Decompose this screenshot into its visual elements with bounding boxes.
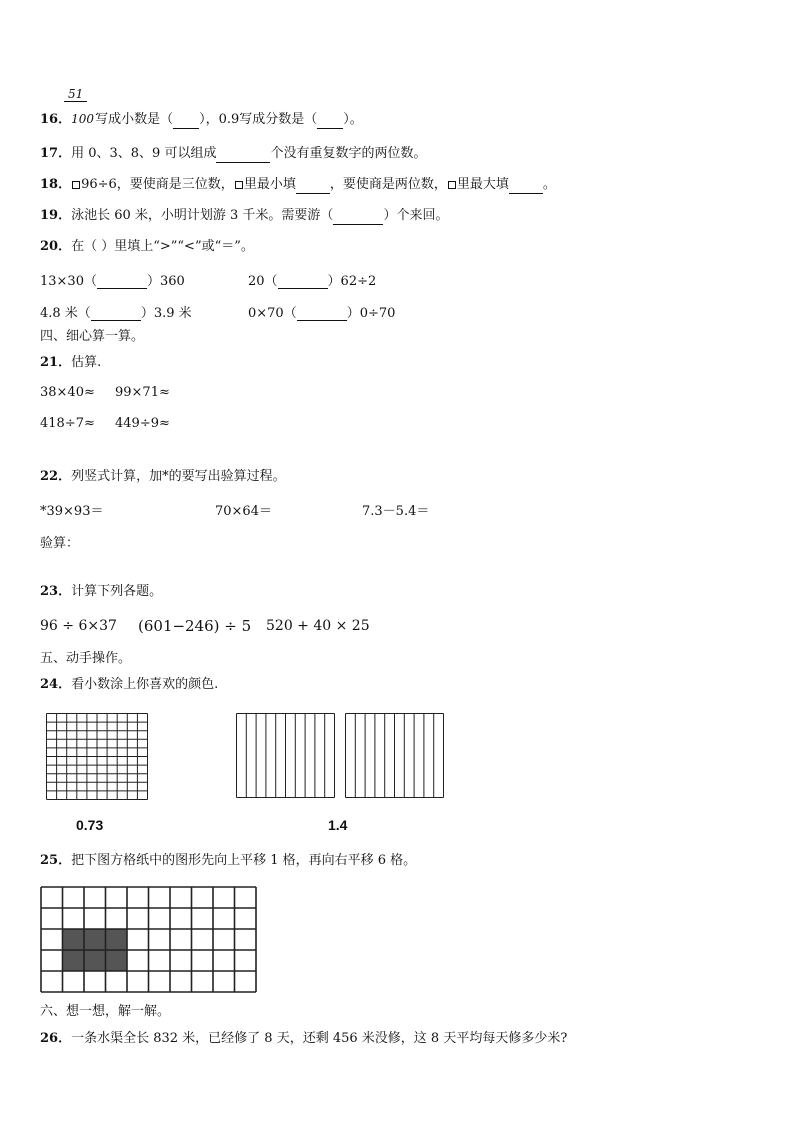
question-text: ），0.9写成分数是（ <box>199 112 318 127</box>
question-number: 26． <box>40 1031 72 1046</box>
compare-item <box>40 270 185 289</box>
answer-blank[interactable] <box>509 179 543 194</box>
question-text: 列竖式计算，加*的要写出验算过程。 <box>71 469 286 484</box>
answer-blank[interactable] <box>296 179 330 194</box>
answer-blank[interactable] <box>173 114 199 129</box>
estimate-item: 99×71≈ <box>115 385 170 400</box>
calc-expression: 520 + 40 × 25 <box>266 618 370 634</box>
question-text: 计算下列各题。 <box>71 584 163 599</box>
question-text: 里最大填 <box>456 177 509 192</box>
tenths-strip-grid[interactable] <box>236 713 336 799</box>
estimate-item: 38×40≈ <box>40 385 95 400</box>
answer-blank[interactable] <box>333 210 383 225</box>
question-25 <box>40 852 416 870</box>
answer-blank[interactable] <box>97 274 147 289</box>
estimate-item: 418÷7≈ <box>40 416 95 431</box>
fraction-51-100 <box>64 87 87 102</box>
question-text: 用 0、3、8、9 可以组成 <box>71 146 217 161</box>
question-16 <box>40 110 363 129</box>
question-text: 一条水渠全长 832 米，已经修了 8 天，还剩 456 米没修，这 8 天平均每天修多少米? <box>71 1031 568 1046</box>
section-heading-6: 六、想一想，解一解。 <box>40 1004 171 1019</box>
decimal-label: 0.73 <box>76 817 104 833</box>
question-20 <box>40 238 254 256</box>
question-number: 25． <box>40 853 72 868</box>
section-heading-5: 五、动手操作。 <box>40 651 132 666</box>
decimal-label: 1.4 <box>328 817 348 833</box>
fraction-denominator: 100 <box>71 112 94 126</box>
section-heading-4: 四、细心算一算。 <box>40 329 145 344</box>
question-23 <box>40 583 162 601</box>
answer-blank[interactable] <box>297 306 347 321</box>
compare-left: 4.8 米（ <box>40 306 91 321</box>
question-22 <box>40 468 286 486</box>
vertical-calc-item: *39×93＝ <box>40 504 104 519</box>
compare-left: 0×70（ <box>248 306 297 321</box>
compare-right: ）0÷70 <box>346 306 396 321</box>
question-text: 写成小数是（ <box>95 112 174 127</box>
question-number: 21． <box>40 355 72 370</box>
question-text: 看小数涂上你喜欢的颜色. <box>71 677 219 692</box>
answer-blank[interactable] <box>216 148 270 163</box>
question-text: ）个来回。 <box>383 208 449 223</box>
question-17 <box>40 145 426 163</box>
calc-expression: (601−246) ÷ 5 <box>138 617 252 635</box>
question-26 <box>40 1030 567 1048</box>
question-number: 24． <box>40 677 72 692</box>
question-19 <box>40 207 448 225</box>
compare-right: ）3.9 米 <box>140 306 192 321</box>
question-number: 19． <box>40 208 72 223</box>
compare-left: 13×30（ <box>40 274 97 289</box>
question-18 <box>40 176 556 194</box>
calc-expression: 96 ÷ 6×37 <box>40 618 117 634</box>
question-number: 16． <box>40 112 72 127</box>
question-21 <box>40 354 101 372</box>
question-number: 23． <box>40 584 72 599</box>
question-text: 估算. <box>71 355 102 370</box>
square-box-icon <box>235 181 243 189</box>
vertical-calc-item: 7.3－5.4＝ <box>362 504 430 519</box>
fraction-numerator: 51 <box>64 87 87 102</box>
tenths-strip-grid[interactable] <box>345 713 445 799</box>
question-text: 。 <box>542 177 556 192</box>
hundred-grid[interactable] <box>46 713 149 801</box>
question-text: 在（ ）里填上“>”“<”或“＝”。 <box>71 239 254 254</box>
compare-right: ）62÷2 <box>327 274 377 289</box>
square-box-icon <box>448 181 456 189</box>
compare-item <box>40 302 192 321</box>
answer-blank[interactable] <box>317 114 343 129</box>
question-text: 96÷6，要使商是三位数， <box>81 177 234 192</box>
check-label: 验算： <box>40 536 80 551</box>
answer-blank[interactable] <box>91 306 141 321</box>
question-number: 17． <box>40 146 72 161</box>
estimate-item: 449÷9≈ <box>115 416 170 431</box>
question-text: 个没有重复数字的两位数。 <box>270 146 427 161</box>
compare-item <box>248 302 395 321</box>
question-text: 里最小填 <box>243 177 296 192</box>
compare-item <box>248 270 376 289</box>
compare-left: 20（ <box>248 274 278 289</box>
question-text: ，要使商是两位数， <box>329 177 447 192</box>
question-number: 20． <box>40 239 72 254</box>
question-number: 18． <box>40 177 72 192</box>
vertical-calc-item: 70×64＝ <box>215 504 272 519</box>
answer-blank[interactable] <box>278 274 328 289</box>
question-text: ）。 <box>343 112 363 127</box>
question-number: 22． <box>40 469 72 484</box>
question-text: 把下图方格纸中的图形先向上平移 1 格，再向右平移 6 格。 <box>71 853 417 868</box>
compare-right: ）360 <box>146 274 185 289</box>
question-text: 泳池长 60 米，小明计划游 3 千米。需要游（ <box>71 208 334 223</box>
translation-grid[interactable] <box>40 886 257 994</box>
question-24 <box>40 676 218 694</box>
square-box-icon <box>72 181 80 189</box>
